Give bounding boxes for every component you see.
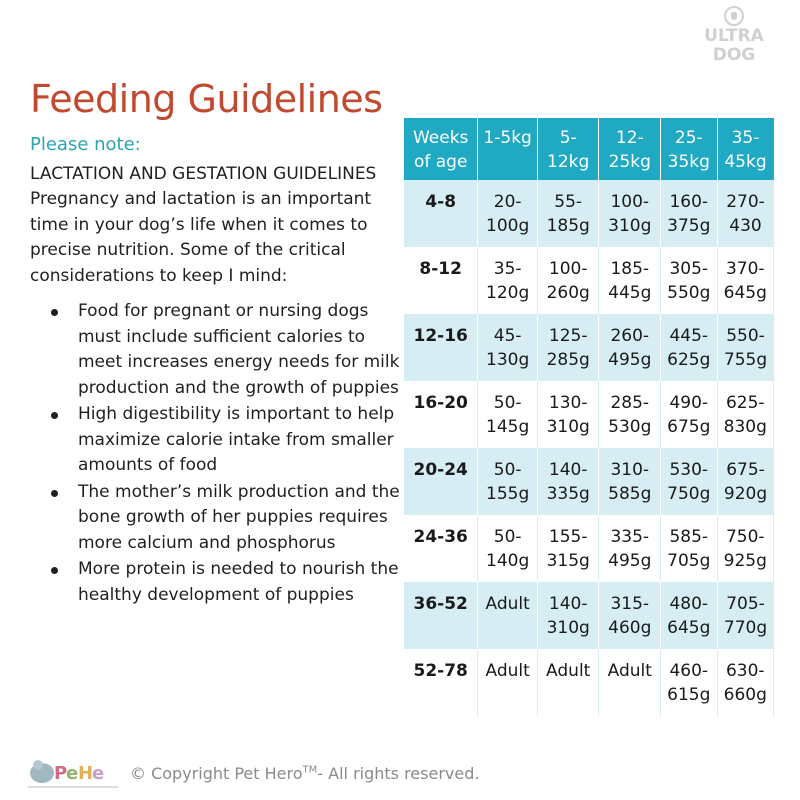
dog-head-icon — [724, 6, 744, 26]
age-range-cell: 52-78 — [404, 649, 478, 716]
age-range-cell: 24-36 — [404, 515, 478, 582]
copyright-footer — [130, 764, 479, 783]
copyright-suffix: - All rights reserved. — [317, 764, 480, 783]
header-weight: 35-45kg — [717, 118, 774, 180]
pet-hero-logo — [28, 755, 120, 791]
amount-cell: 50-140g — [478, 515, 538, 582]
svg-text:P: P — [54, 763, 68, 784]
table-row — [404, 448, 774, 515]
amount-cell: 305-550g — [661, 247, 717, 314]
amount-cell: 260-495g — [599, 314, 661, 381]
amount-cell: 35-120g — [478, 247, 538, 314]
bullet-item: The mother’s milk production and the bone growth of her puppies requires more calcium and phosphorus — [48, 480, 402, 557]
amount-cell: 675-920g — [717, 448, 774, 515]
amount-cell: 155-315g — [537, 515, 599, 582]
page-title: Feeding Guidelines — [30, 77, 383, 121]
amount-cell: 530-750g — [661, 448, 717, 515]
note-heading: Please note: — [30, 134, 141, 155]
amount-cell: 310-585g — [599, 448, 661, 515]
table-header-row — [404, 118, 774, 180]
amount-cell: 315-460g — [599, 582, 661, 649]
amount-cell: 185-445g — [599, 247, 661, 314]
table-row — [404, 314, 774, 381]
section-heading: LACTATION AND GESTATION GUIDELINES — [30, 163, 377, 184]
copyright-text: © Copyright Pet Hero — [130, 764, 303, 783]
header-weeks-of-age: Weeks of age — [404, 118, 478, 180]
amount-cell: 100-260g — [537, 247, 599, 314]
svg-text:e: e — [66, 763, 79, 784]
amount-cell: 550-755g — [717, 314, 774, 381]
age-range-cell: 8-12 — [404, 247, 478, 314]
amount-cell: 50-155g — [478, 448, 538, 515]
svg-text:H: H — [78, 763, 94, 784]
header-weight: 1-5kg — [478, 118, 538, 180]
age-range-cell: 36-52 — [404, 582, 478, 649]
header-weight: 12-25kg — [599, 118, 661, 180]
table-body — [404, 180, 774, 716]
amount-cell: 625-830g — [717, 381, 774, 448]
amount-cell: 160-375g — [661, 180, 717, 247]
amount-cell: Adult — [537, 649, 599, 716]
amount-cell: 335-495g — [599, 515, 661, 582]
intro-paragraph: Pregnancy and lactation is an important time in your dog’s life when it comes to precise nutrition. Some of the critical considerations to keep I mind: — [30, 189, 372, 286]
bullet-item: More protein is needed to nourish the healthy development of puppies — [48, 557, 402, 608]
bullet-list — [30, 299, 402, 608]
amount-cell: 585-705g — [661, 515, 717, 582]
amount-cell: 630-660g — [717, 649, 774, 716]
table-row — [404, 180, 774, 247]
trademark: TM — [302, 764, 318, 776]
amount-cell: 45-130g — [478, 314, 538, 381]
table-row — [404, 649, 774, 716]
amount-cell: 480-645g — [661, 582, 717, 649]
amount-cell: 270-430 — [717, 180, 774, 247]
logo-line-1: ULTRA — [704, 26, 764, 46]
table-row — [404, 247, 774, 314]
amount-cell: 50-145g — [478, 381, 538, 448]
guidelines-text — [30, 132, 402, 609]
table-row — [404, 582, 774, 649]
age-range-cell: 4-8 — [404, 180, 478, 247]
amount-cell: 55-185g — [537, 180, 599, 247]
amount-cell: 125-285g — [537, 314, 599, 381]
table-row — [404, 515, 774, 582]
header-weight: 5-12kg — [537, 118, 599, 180]
bullet-item: Food for pregnant or nursing dogs must include sufficient calories to meet increases energy needs for milk production and the growth of puppies — [48, 299, 402, 401]
amount-cell: Adult — [478, 582, 538, 649]
amount-cell: 750-925g — [717, 515, 774, 582]
amount-cell: 490-675g — [661, 381, 717, 448]
age-range-cell: 12-16 — [404, 314, 478, 381]
amount-cell: 140-335g — [537, 448, 599, 515]
bullet-item: High digestibility is important to help maximize calorie intake from smaller amounts of food — [48, 402, 402, 479]
amount-cell: 130-310g — [537, 381, 599, 448]
svg-text:e: e — [92, 763, 105, 784]
amount-cell: Adult — [599, 649, 661, 716]
age-range-cell: 16-20 — [404, 381, 478, 448]
amount-cell: 100-310g — [599, 180, 661, 247]
amount-cell: 20-100g — [478, 180, 538, 247]
amount-cell: Adult — [478, 649, 538, 716]
amount-cell: 285-530g — [599, 381, 661, 448]
amount-cell: 705-770g — [717, 582, 774, 649]
amount-cell: 460-615g — [661, 649, 717, 716]
header-weight: 25-35kg — [661, 118, 717, 180]
amount-cell: 370-645g — [717, 247, 774, 314]
logo-line-2: DOG — [712, 45, 756, 65]
feeding-table — [404, 118, 774, 716]
age-range-cell: 20-24 — [404, 448, 478, 515]
table-row — [404, 381, 774, 448]
ultra-dog-logo — [694, 6, 774, 65]
amount-cell: 140-310g — [537, 582, 599, 649]
amount-cell: 445-625g — [661, 314, 717, 381]
